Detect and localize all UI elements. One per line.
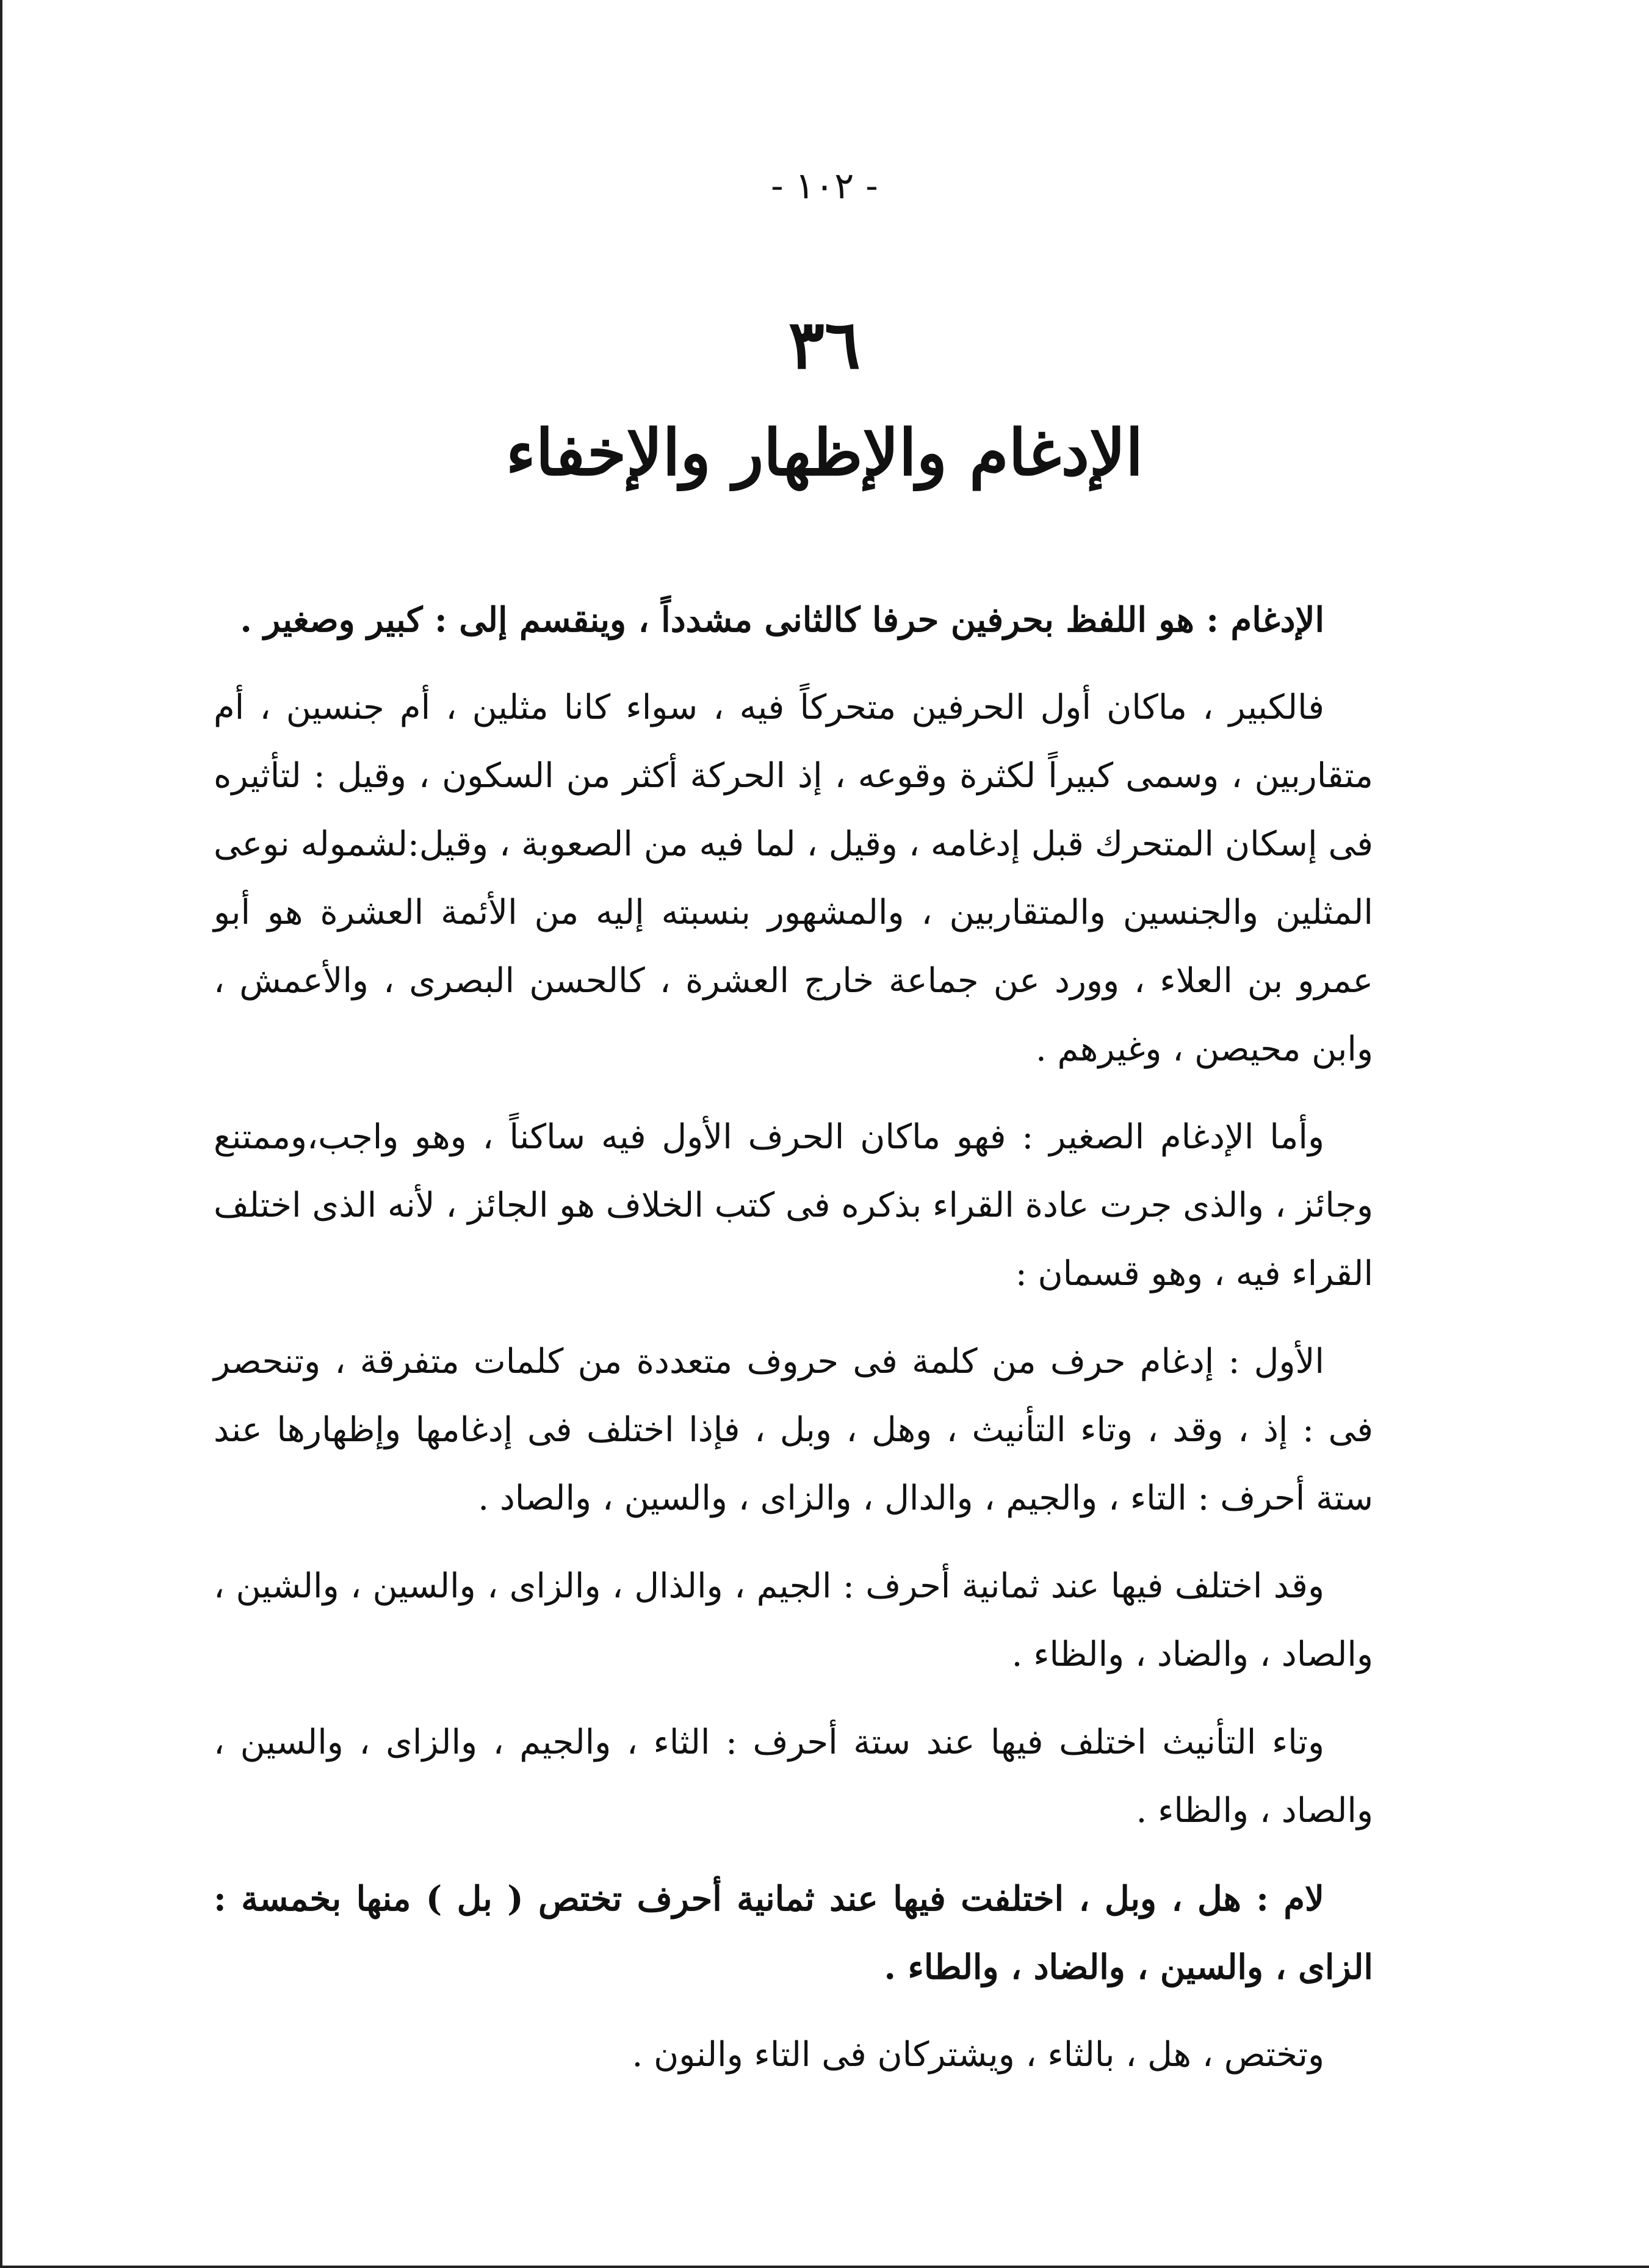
chapter-number: ٣٦ xyxy=(788,305,861,384)
paragraph-first-type: الأول : إدغام حرف من كلمة فى حروف متعددة من كلمات متفرقة ، وتنحصر فى : إذ ، وقد ، وتاء التأنيث ، وهل ، وبل ، فإذا اختلف فى إدغامها وإظهارها عند ستة أحرف : التاء ، والجيم ، والدال ، والزاى ، والسين ، والصاد . xyxy=(214,1342,1373,1518)
chapter-title: الإدغام والإظهار والإخفاء xyxy=(505,415,1144,490)
paragraph-major-idgham: فالكبير ، ماكان أول الحرفين متحركاً فيه ، سواء كانا مثلين ، أم جنسين ، أم متقاربين ، وسمى كبيراً لكثرة وقوعه ، إذ الحركة أكثر من السكون ، وقيل : لتأثيره فى إسكان المتحرك قبل إدغامه ، وقيل ، لما فيه من الصعوبة ، وقيل:لشموله نوعى المثلين والجنسين والمتقاربين ، والمشهور بنسبته إليه من الأئمة العشرة هو أبو عمرو بن العلاء ، وورد عن جماعة خارج العشرة ، كالحسن البصرى ، والأعمش ، وابن محيصن ، وغيرهم . xyxy=(214,688,1373,1069)
scan-edge-bottom xyxy=(0,2266,1649,2268)
paragraph-lam-hal-bal: لام : هل ، وبل ، اختلفت فيها عند ثمانية أحرف تختص ( بل ) منها بخمسة : الزاى ، والسين ، والضاد ، والطاء . xyxy=(214,1879,1373,1987)
paragraph-ta-tanith: وتاء التأنيث اختلف فيها عند ستة أحرف : الثاء ، والجيم ، والزاى ، والسين ، والصاد ، والظاء . xyxy=(214,1723,1373,1831)
paragraph-minor-idgham: وأما الإدغام الصغير : فهو ماكان الحرف الأول فيه ساكناً ، وهو واجب،وممتنع وجائز ، والذى جرت عادة القراء بذكره فى كتب الخلاف هو الجائز ، لأنه الذى اختلف القراء فيه ، وهو قسمان : xyxy=(214,1117,1373,1294)
paragraph-qad: وقد اختلف فيها عند ثمانية أحرف : الجيم ، والذال ، والزاى ، والسين ، والشين ، والصاد ، والضاد ، والظاء . xyxy=(214,1566,1373,1674)
paragraph-hal-specific: وتختص ، هل ، بالثاء ، ويشتركان فى التاء والنون . xyxy=(632,2035,1324,2075)
body-text xyxy=(214,586,1373,2109)
paragraph-definition: الإدغام : هو اللفظ بحرفين حرفا كالثانى مشدداً ، وينقسم إلى : كبير وصغير . xyxy=(240,600,1324,640)
page-number: - ١٠٢ - xyxy=(771,165,878,207)
